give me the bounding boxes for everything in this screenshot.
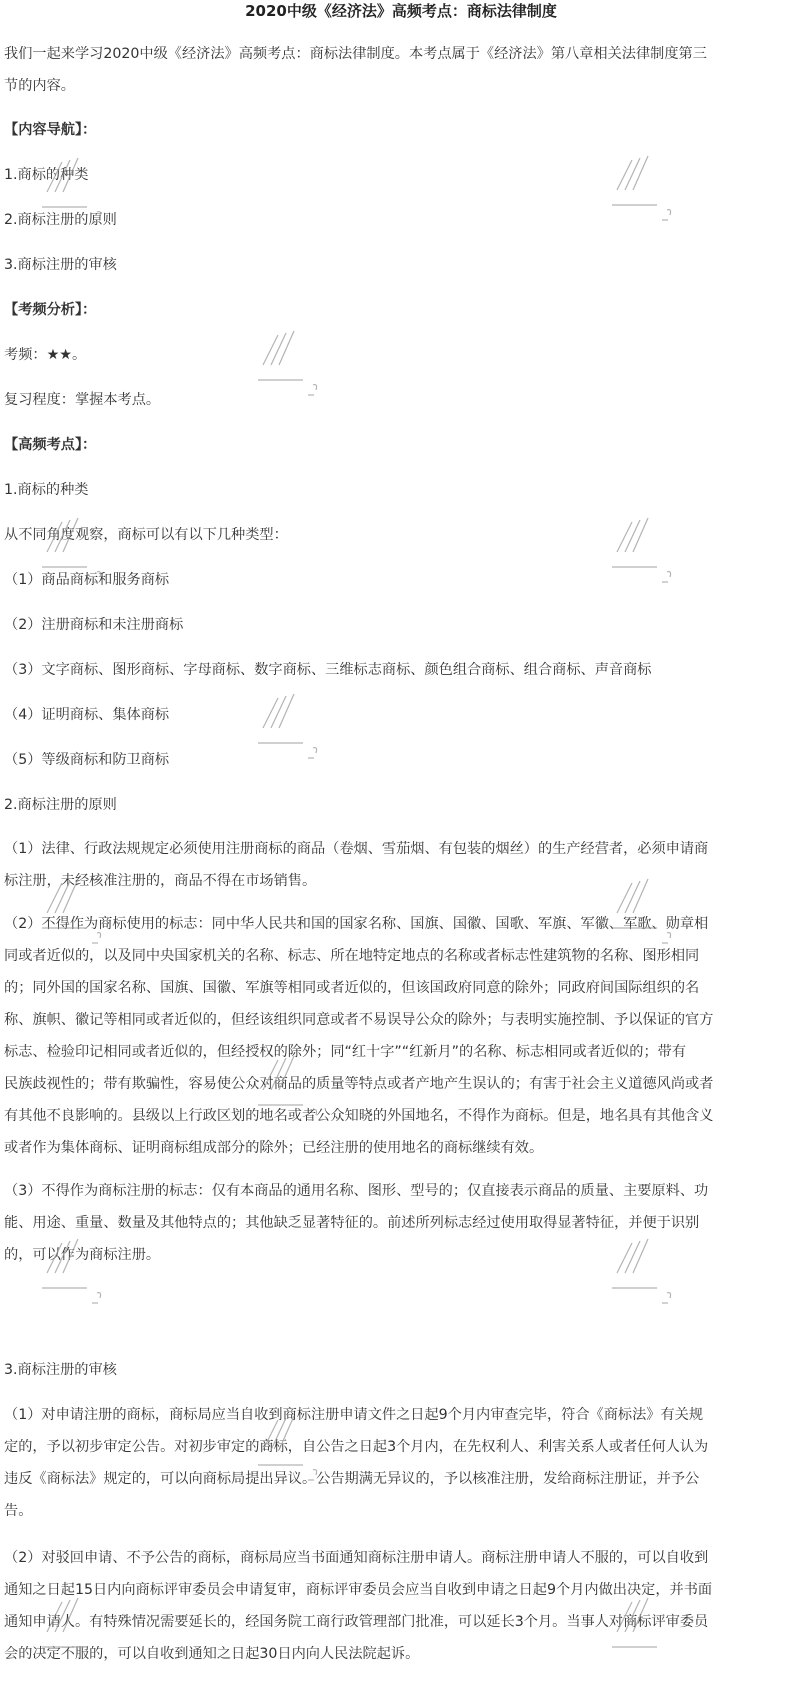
- paragraph: [4, 833, 799, 897]
- paragraph-line: 定的，予以初步审定公告。对初步审定的商标，自公告之日起3个月内，在先权利人、利害关系人或者任何人认为: [4, 1439, 709, 1455]
- paragraph-line: 称、旗帜、徽记等相同或者近似的，但经该组织同意或者不易误导公众的除外；与表明实施控制、予以保证的官方: [4, 1012, 714, 1028]
- paragraph-line: 同或者近似的，以及同中央国家机关的名称、标志、所在地特定地点的名称或者标志性建筑物的名称、图形相同: [4, 948, 700, 964]
- section-lead: 从不同角度观察，商标可以有以下几种类型：: [4, 527, 288, 543]
- paragraph-line: （1）法律、行政法规规定必须使用注册商标的商品（卷烟、雪茄烟、有包装的烟丝）的生产经营者，必须申请商: [4, 841, 709, 857]
- review-text: 复习程度：掌握本考点。: [4, 392, 161, 408]
- frequency-text: 考频：★★。: [4, 347, 87, 363]
- section-title: 2.商标注册的原则: [4, 797, 117, 813]
- paragraph: [4, 908, 799, 1164]
- paragraph-line: 违反《商标法》规定的，可以向商标局提出异议。公告期满无异议的，予以核准注册，发给商标注册证，并予公: [4, 1471, 700, 1487]
- nav-item: 3.商标注册的审核: [4, 257, 117, 273]
- paragraph-line: 或者作为集体商标、证明商标组成部分的除外；已经注册的使用地名的商标继续有效。: [4, 1140, 544, 1156]
- section-title: 3.商标注册的审核: [4, 1362, 117, 1378]
- points-heading: 【高频考点】：: [4, 437, 97, 453]
- paragraph-line: 会的决定不服的，可以自收到通知之日起30日内向人民法院起诉。: [4, 1646, 420, 1662]
- intro-paragraph: [4, 38, 799, 102]
- paragraph-line: 标志、检验印记相同或者近似的，但经授权的除外；同“红十字”“红新月”的名称、标志相同或者近似的；带有: [4, 1044, 687, 1060]
- paragraph-line: 的，可以作为商标注册。: [4, 1247, 161, 1263]
- nav-heading: 【内容导航】：: [4, 122, 97, 138]
- analysis-heading: 【考频分析】：: [4, 302, 97, 318]
- paragraph-line: （1）对申请注册的商标，商标局应当自收到商标注册申请文件之日起9个月内审查完毕，符合《商标法》有关规: [4, 1407, 704, 1423]
- paragraph-line: 能、用途、重量、数量及其他特点的；其他缺乏显著特征的。前述所列标志经过使用取得显著特征，并便于识别: [4, 1215, 700, 1231]
- paragraph-line: 告。: [4, 1503, 33, 1519]
- intro-line: 节的内容。: [4, 78, 75, 94]
- paragraph-line: （3）不得作为商标注册的标志：仅有本商品的通用名称、图形、型号的；仅直接表示商品的质量、主要原料、功: [4, 1183, 709, 1199]
- nav-item: 2.商标注册的原则: [4, 212, 117, 228]
- paragraph: [4, 1175, 799, 1271]
- paragraph-line: （2）对驳回申请、不予公告的商标，商标局应当书面通知商标注册申请人。商标注册申请人不服的，可以自收到: [4, 1550, 709, 1566]
- intro-line: 我们一起来学习2020中级《经济法》高频考点：商标法律制度。本考点属于《经济法》第八章相关法律制度第三: [4, 46, 707, 62]
- paragraph-line: （2）不得作为商标使用的标志：同中华人民共和国的国家名称、国旗、国徽、国歌、军旗、军徽、军歌、勋章相: [4, 916, 709, 932]
- nav-item: 1.商标的种类: [4, 167, 89, 183]
- list-item: （1）商品商标和服务商标: [4, 572, 170, 588]
- list-item: （3）文字商标、图形商标、字母商标、数字商标、三维标志商标、颜色组合商标、组合商标、声音商标: [4, 662, 652, 678]
- list-item: （2）注册商标和未注册商标: [4, 617, 184, 633]
- paragraph-line: 通知申请人。有特殊情况需要延长的，经国务院工商行政管理部门批准，可以延长3个月。当事人对商标评审委员: [4, 1614, 709, 1630]
- paragraph-line: 的；同外国的国家名称、国旗、国徽、军旗等相同或者近似的，但该国政府同意的除外；同政府间国际组织的名: [4, 980, 700, 996]
- paragraph-line: 标注册，未经核准注册的，商品不得在市场销售。: [4, 873, 317, 889]
- list-item: （4）证明商标、集体商标: [4, 707, 170, 723]
- paragraph-line: 通知之日起15日内向商标评审委员会申请复审，商标评审委员会应当自收到申请之日起9个月内做出决定，并书面: [4, 1582, 713, 1598]
- article-title: 2020中级《经济法》高频考点：商标法律制度: [245, 2, 557, 20]
- section-title: 1.商标的种类: [4, 482, 89, 498]
- paragraph-line: 有其他不良影响的。县级以上行政区划的地名或者公众知晓的外国地名，不得作为商标。但是，地名具有其他含义: [4, 1108, 714, 1124]
- list-item: （5）等级商标和防卫商标: [4, 752, 170, 768]
- paragraph: [4, 1542, 799, 1670]
- paragraph-line: 民族歧视性的；带有欺骗性，容易使公众对商品的质量等特点或者产地产生误认的；有害于社会主义道德风尚或者: [4, 1076, 714, 1092]
- paragraph: [4, 1399, 799, 1527]
